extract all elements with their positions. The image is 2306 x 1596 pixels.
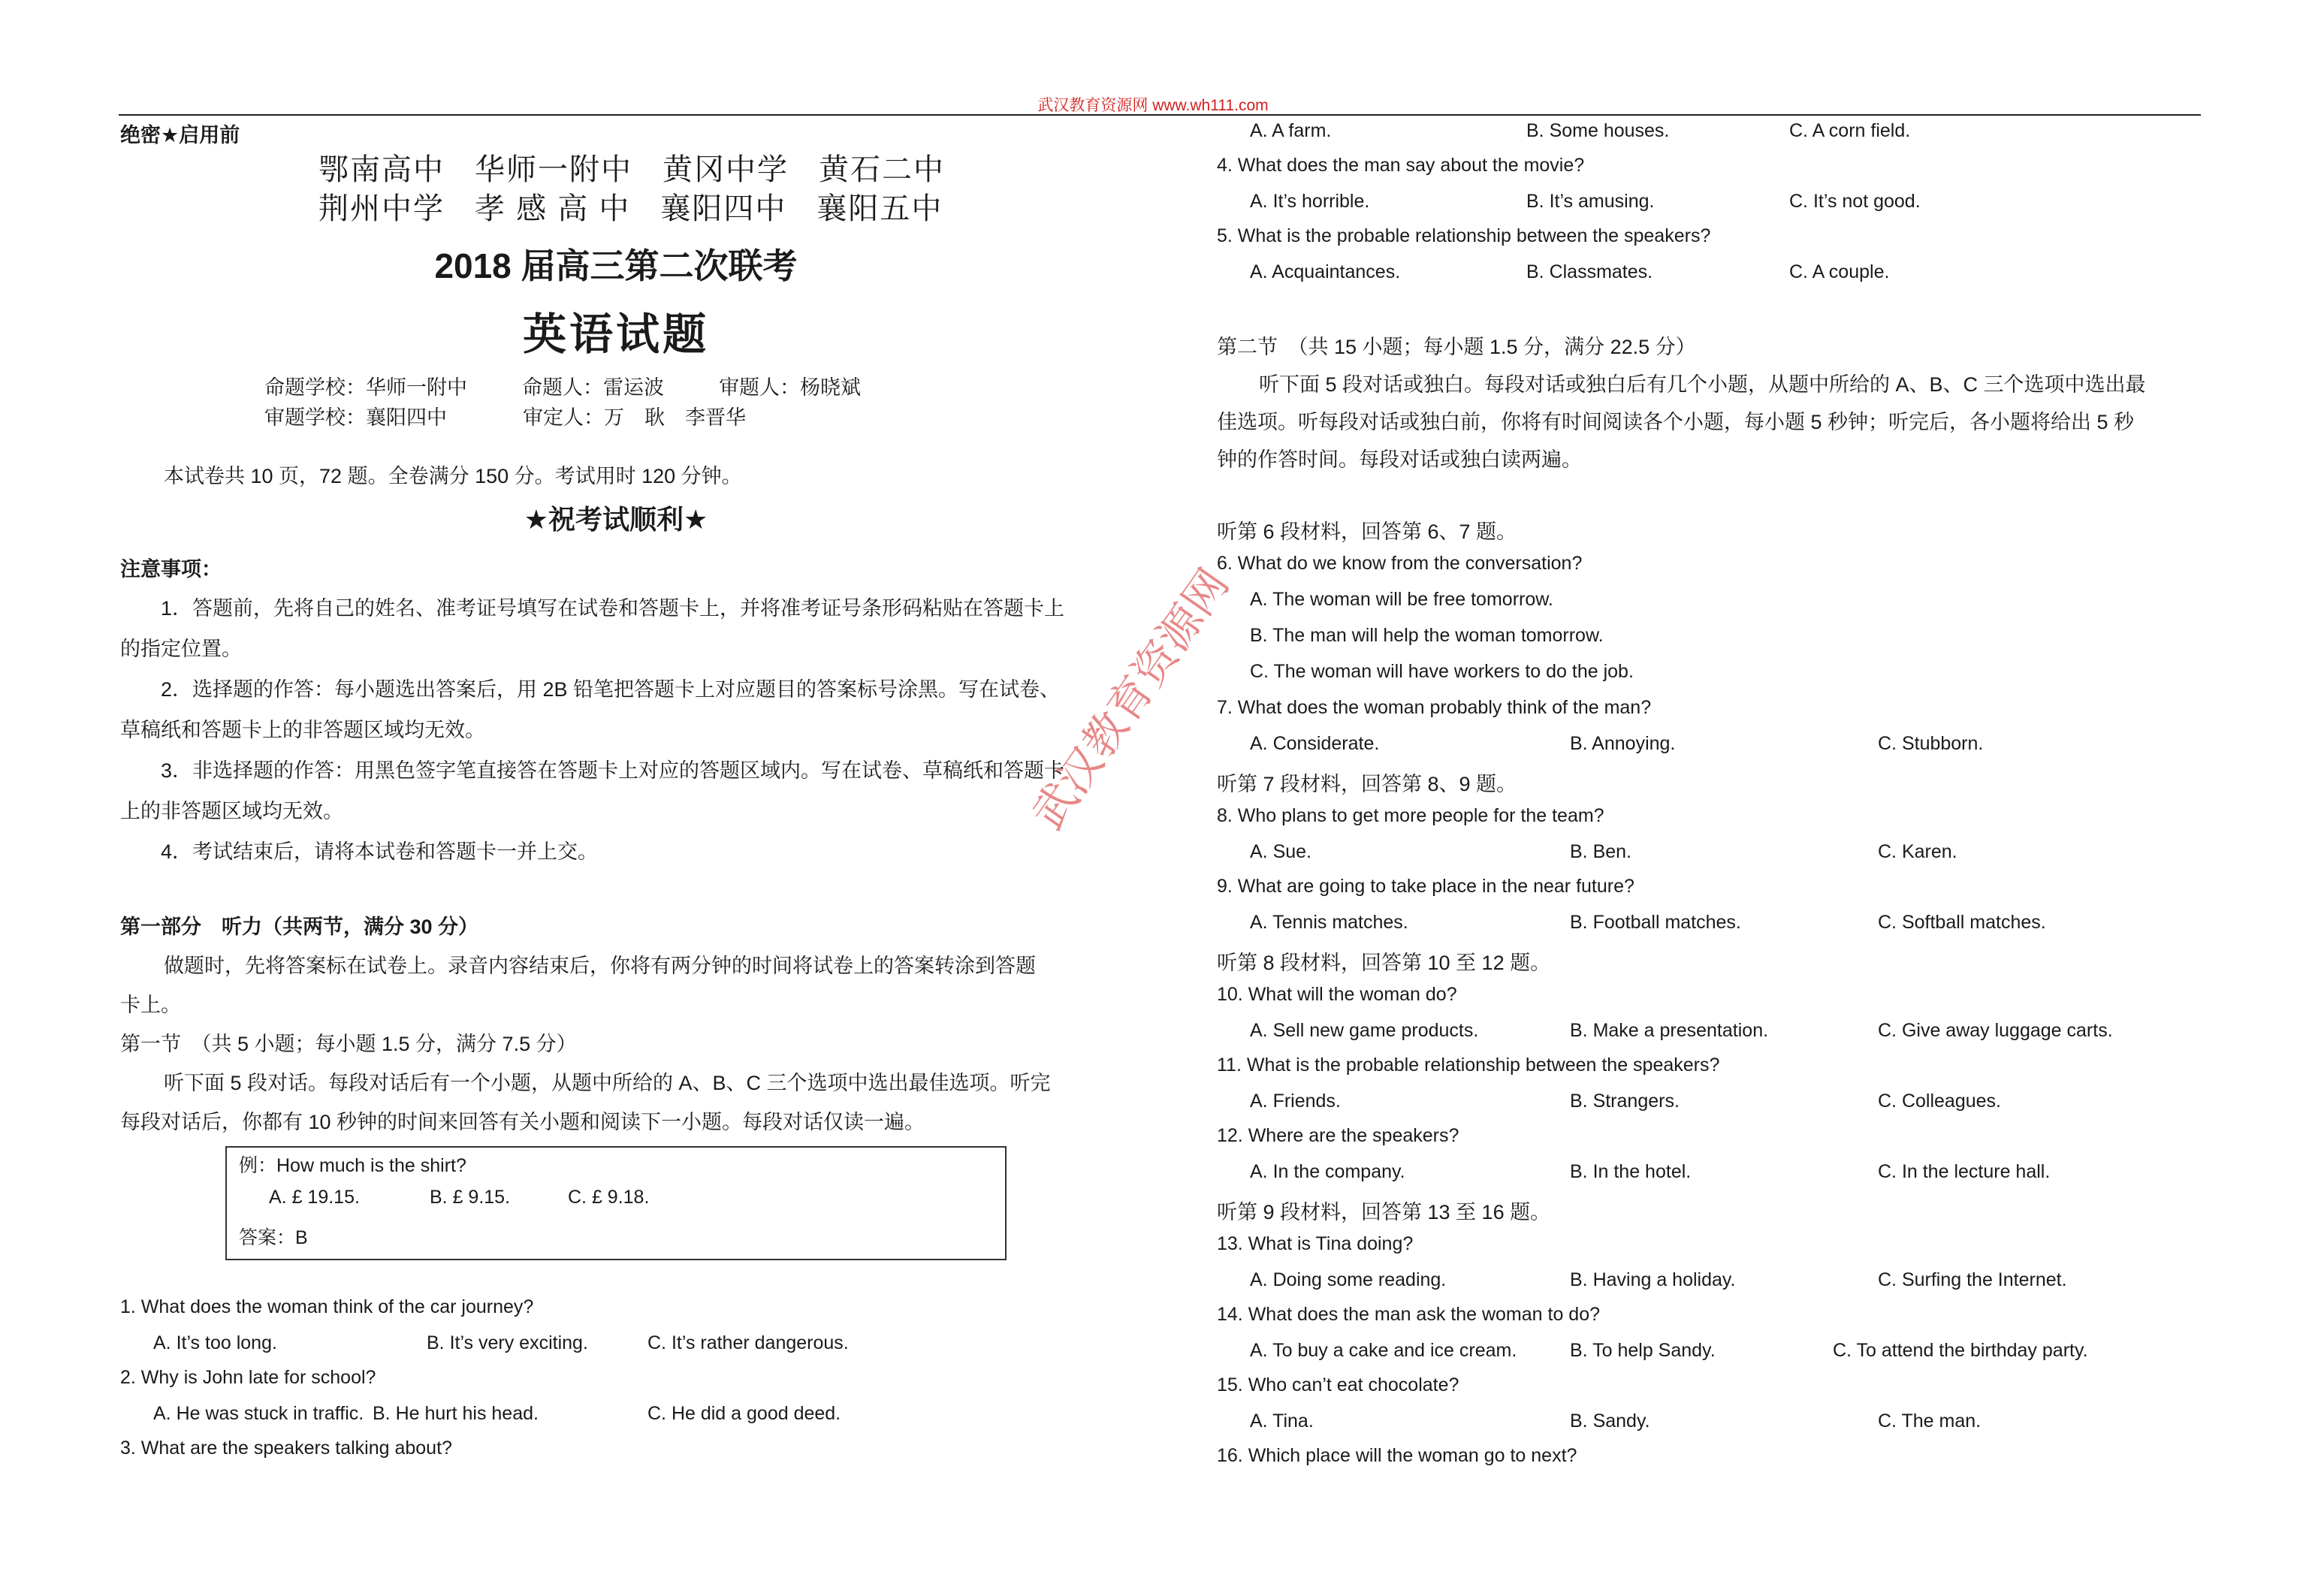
option-b: B. In the hotel.: [1570, 1161, 1692, 1182]
question-14: 14. What does the man ask the woman to do?: [1217, 1304, 1601, 1325]
option-b: B. Some houses.: [1526, 120, 1670, 141]
question-11: 11. What is the probable relationship between the speakers?: [1217, 1054, 1720, 1076]
question-8: 8. Who plans to get more people for the team?: [1217, 805, 1604, 826]
author-line-2: [264, 401, 746, 430]
option-c: C. The woman will have workers to do the job.: [1250, 661, 1634, 682]
section2-desc: 钟的作答时间。每段对话或独白读两遍。: [1217, 448, 1582, 471]
header-divider: [119, 114, 2201, 116]
option-a: A. Considerate.: [1250, 733, 1380, 754]
author-line-1: [264, 371, 861, 400]
option-c: C. It’s not good.: [1789, 191, 1921, 212]
option-a: A. It’s too long.: [153, 1332, 277, 1353]
option-b: B. It’s amusing.: [1526, 191, 1655, 212]
option-b: B. To help Sandy.: [1570, 1340, 1716, 1361]
option-c: C. Surfing the Internet.: [1878, 1269, 2067, 1290]
option-b: B. Football matches.: [1570, 912, 1741, 933]
question-3: 3. What are the speakers talking about?: [120, 1438, 452, 1459]
option-c: C. To attend the birthday party.: [1833, 1340, 2088, 1361]
author-field: 命题人：雷运波: [522, 376, 665, 399]
option-b: B. It’s very exciting.: [427, 1332, 588, 1353]
question-9: 9. What are going to take place in the near future?: [1217, 876, 1634, 897]
part1-title: 第一部分 听力（共两节，满分 30 分）: [120, 916, 479, 938]
section2-desc: 佳选项。听每段对话或独白前，你将有时间阅读各个小题，每小题 5 秒钟；听完后，各小题将给出 5 秒: [1217, 411, 2135, 433]
school-name: 黄冈中学: [663, 153, 789, 186]
option-c: C. The man.: [1878, 1410, 1982, 1432]
schools-row-1: [318, 146, 975, 189]
option-a: A. He was stuck in traffic.: [153, 1403, 364, 1424]
part1-desc: 做题时，先将答案标在试卷上。录音内容结束后，你将有两分钟的时间将试卷上的答案转涂到答题: [164, 955, 1036, 977]
note-line: 1．答题前，先将自己的姓名、准考证号填写在试卷和答题卡上，并将准考证号条形码粘贴在答题卡上: [161, 597, 1065, 620]
option-a: A. Tina.: [1250, 1410, 1314, 1432]
section1-title: 第一节 （共 5 小题；每小题 1.5 分，满分 7.5 分）: [120, 1033, 577, 1055]
question-4: 4. What does the man say about the movie?: [1217, 155, 1585, 176]
option-c: C. He did a good deed.: [647, 1403, 841, 1424]
option-a: A. The woman will be free tomorrow.: [1250, 589, 1553, 610]
example-option-a: A. £ 19.15.: [269, 1187, 360, 1208]
material-6: 听第 6 段材料，回答第 6、7 题。: [1217, 520, 1517, 543]
option-c: C. Colleagues.: [1878, 1091, 2001, 1112]
school-name: 黄石二中: [819, 153, 945, 186]
question-15: 15. Who can’t eat chocolate?: [1217, 1374, 1459, 1395]
option-a: A. Sue.: [1250, 841, 1311, 862]
option-c: C. Give away luggage carts.: [1878, 1020, 2113, 1041]
option-c: C. It’s rather dangerous.: [647, 1332, 849, 1353]
material-9: 听第 9 段材料，回答第 13 至 16 题。: [1217, 1201, 1551, 1223]
option-a: A. A farm.: [1250, 120, 1332, 141]
option-b: B. Classmates.: [1526, 261, 1653, 282]
question-5: 5. What is the probable relationship between the speakers?: [1217, 225, 1711, 246]
option-c: C. Softball matches.: [1878, 912, 2046, 933]
option-a: A. In the company.: [1250, 1161, 1405, 1182]
exam-title: 2018 届高三第二次联考: [434, 246, 798, 285]
option-b: B. Make a presentation.: [1570, 1020, 1769, 1041]
school-name: 华师一附中: [475, 153, 632, 186]
source-header: 武汉教育资源网 www.wh111.com: [1037, 97, 1269, 114]
question-2: 2. Why is John late for school?: [120, 1367, 376, 1388]
option-a: A. Friends.: [1250, 1091, 1341, 1112]
note-line: 2．选择题的作答：每小题选出答案后，用 2B 铅笔把答题卡上对应题目的答案标号涂黑。写在试卷、: [161, 678, 1061, 701]
question-7: 7. What does the woman probably think of the man?: [1217, 697, 1652, 718]
option-a: A. To buy a cake and ice cream.: [1250, 1340, 1517, 1361]
question-6: 6. What do we know from the conversation?: [1217, 553, 1583, 574]
example-question: 例：How much is the shirt?: [239, 1155, 466, 1176]
school-name: 鄂南高中: [318, 153, 445, 186]
part1-desc: 卡上。: [120, 994, 181, 1016]
author-field: 审定人：万 耿 李晋华: [523, 406, 747, 429]
notes-title: 注意事项：: [120, 558, 222, 581]
option-b: B. The man will help the woman tomorrow.: [1250, 625, 1604, 646]
option-a: A. It’s horrible.: [1250, 191, 1370, 212]
author-field: 命题学校：华师一附中: [264, 376, 467, 399]
material-7: 听第 7 段材料，回答第 8、9 题。: [1217, 773, 1517, 795]
option-b: B. Ben.: [1570, 841, 1631, 862]
option-a: A. Doing some reading.: [1250, 1269, 1447, 1290]
example-answer: 答案：B: [239, 1227, 308, 1248]
option-c: C. In the lecture hall.: [1878, 1161, 2051, 1182]
exam-intro: 本试卷共 10 页，72 题。全卷满分 150 分。考试用时 120 分钟。: [164, 465, 742, 487]
example-option-b: B. £ 9.15.: [430, 1187, 511, 1208]
question-16: 16. Which place will the woman go to next?: [1217, 1445, 1577, 1466]
section2-title: 第二节 （共 15 小题；每小题 1.5 分，满分 22.5 分）: [1217, 336, 1696, 358]
example-option-c: C. £ 9.18.: [568, 1187, 650, 1208]
question-12: 12. Where are the speakers?: [1217, 1125, 1459, 1146]
question-10: 10. What will the woman do?: [1217, 984, 1457, 1005]
option-c: C. A couple.: [1789, 261, 1890, 282]
school-name: 荆州中学: [318, 192, 445, 225]
note-line: 草稿纸和答题卡上的非答题区域均无效。: [120, 719, 485, 741]
question-1: 1. What does the woman think of the car journey?: [120, 1296, 534, 1317]
option-b: B. Having a holiday.: [1570, 1269, 1736, 1290]
option-b: B. He hurt his head.: [373, 1403, 539, 1424]
school-name: 襄阳四中: [660, 192, 787, 225]
note-line: 4．考试结束后，请将本试卷和答题卡一并上交。: [161, 840, 599, 863]
question-13: 13. What is Tina doing?: [1217, 1233, 1414, 1254]
option-c: C. Stubborn.: [1878, 733, 1984, 754]
section1-desc: 每段对话后，你都有 10 秒钟的时间来回答有关小题和阅读下一小题。每段对话仅读一遍。: [120, 1111, 925, 1133]
note-line: 3．非选择题的作答：用黑色签字笔直接答在答题卡上对应的答题区域内。写在试卷、草稿纸和答题卡: [161, 759, 1065, 782]
subject-title: 英语试题: [522, 310, 709, 359]
option-a: A. Tennis matches.: [1250, 912, 1408, 933]
school-name: 襄阳五中: [816, 192, 943, 225]
section1-desc: 听下面 5 段对话。每段对话后有一个小题，从题中所给的 A、B、C 三个选项中选出最佳选项。听完: [164, 1072, 1051, 1094]
option-c: C. Karen.: [1878, 841, 1957, 862]
author-field: 审题学校：襄阳四中: [264, 406, 447, 429]
confidential-label: 绝密★启用前: [120, 124, 240, 146]
watermark: 武汉教育资源网: [1022, 559, 1239, 839]
option-c: C. A corn field.: [1789, 120, 1911, 141]
option-b: B. Strangers.: [1570, 1091, 1680, 1112]
note-line: 上的非答题区域均无效。: [120, 800, 343, 822]
school-name: 孝 感 高 中: [475, 192, 631, 225]
material-8: 听第 8 段材料，回答第 10 至 12 题。: [1217, 952, 1551, 974]
schools-row-2: [318, 185, 973, 228]
option-a: A. Sell new game products.: [1250, 1020, 1479, 1041]
option-b: B. Sandy.: [1570, 1410, 1650, 1432]
exam-wish: ★祝考试顺利★: [524, 504, 708, 535]
option-b: B. Annoying.: [1570, 733, 1676, 754]
author-field: 审题人：杨晓斌: [719, 376, 862, 399]
section2-desc: 听下面 5 段对话或独白。每段对话或独白后有几个小题，从题中所给的 A、B、C 三个选项中选出最: [1259, 373, 2146, 396]
note-line: 的指定位置。: [120, 638, 242, 660]
option-a: A. Acquaintances.: [1250, 261, 1401, 282]
